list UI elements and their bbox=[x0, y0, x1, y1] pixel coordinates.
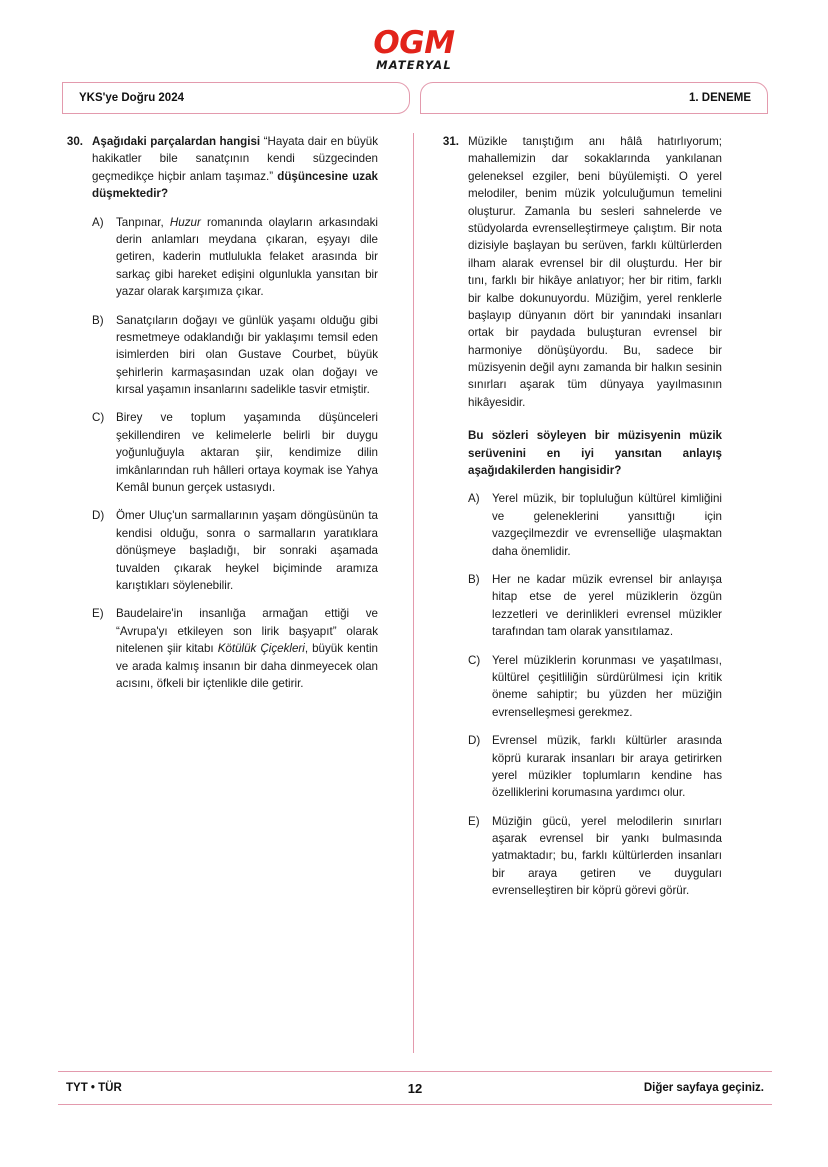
option-30-a-italic: Huzur bbox=[169, 215, 201, 229]
option-31-d[interactable] bbox=[438, 732, 722, 802]
option-30-c[interactable] bbox=[62, 409, 378, 496]
option-30-b[interactable] bbox=[62, 312, 378, 399]
question-30-stem-quote: “Hayata dair en büyük hakikatler bile sanatçının kendi süzgecinden geçmedikçe hiçbir anlam taşımaz.” bbox=[92, 135, 378, 183]
option-30-e[interactable] bbox=[62, 605, 378, 692]
option-31-b-text: Her ne kadar müzik evrensel bir anlayışa hitap etse de yerel müziklerin özgün lezzetleri ve derinlikleri evrensel müzikler tarafından tam olarak yansıtılamaz. bbox=[492, 572, 722, 639]
column-right bbox=[392, 133, 722, 911]
option-30-a[interactable] bbox=[62, 214, 378, 301]
footer-rule-bottom bbox=[58, 1104, 772, 1105]
question-30-options bbox=[62, 214, 378, 693]
option-31-d-letter: D) bbox=[468, 734, 481, 748]
page-footer bbox=[58, 1071, 772, 1105]
logo-secondary-text: MATERYAL bbox=[376, 58, 452, 72]
question-30-stem-bold-tail: düşüncesine uzak düşmektedir? bbox=[92, 169, 379, 201]
option-31-b[interactable] bbox=[438, 571, 722, 641]
question-30-number: 30. bbox=[66, 135, 83, 148]
logo-primary-text: OGM bbox=[373, 25, 455, 61]
question-31-options bbox=[438, 490, 722, 899]
option-30-d-letter: D) bbox=[92, 509, 105, 523]
option-30-b-letter: B) bbox=[92, 313, 104, 327]
column-left bbox=[62, 133, 392, 911]
question-31-prompt: Bu sözleri söyleyen bir müzisyenin müzik serüvenini en iyi yansıtan anlayış aşağıdakilerden hangisidir? bbox=[468, 429, 722, 478]
option-31-c[interactable] bbox=[438, 652, 722, 722]
option-31-b-letter: B) bbox=[468, 572, 480, 586]
option-30-e-text bbox=[116, 605, 378, 692]
question-31-passage-row bbox=[438, 133, 722, 411]
option-31-a-letter: A) bbox=[468, 492, 480, 506]
question-30 bbox=[62, 133, 378, 692]
option-30-a-post: romanında olayların arkasındaki derin anlamları meydana çıkaran, eşyayı dile getiren, kaderin mutlulukla felaket arasında bir sarkaç gibi hareket edişini olgunlukla yansıtan bir yazar olarak karşımıza çıkar. bbox=[116, 215, 378, 299]
option-31-a[interactable] bbox=[438, 490, 722, 560]
footer-content bbox=[58, 1072, 772, 1104]
question-31 bbox=[438, 133, 722, 900]
header-bar bbox=[62, 82, 768, 114]
option-30-d-pre: Ömer Uluç'un sarmallarının yaşam döngüsünün ta kendisi olduğu, sonra o sarmalların yaratıklara dönüşmeye başladığı, bir sonraki aşamada tuvalden çıkarak heykel biçiminde aramıza karıştıkları söylenebilir. bbox=[116, 509, 378, 592]
option-30-d-text bbox=[116, 507, 378, 594]
option-30-e-post: , büyük kentin ve arada kalmış insanın bir daha dinmeyecek olan acısını, öfkeli bir içtenlikle dile getirir. bbox=[116, 642, 379, 690]
option-30-a-letter: A) bbox=[92, 215, 104, 229]
question-30-stem-bold-lead: Aşağıdaki parçalardan hangisi bbox=[92, 135, 261, 148]
option-30-b-text bbox=[116, 312, 378, 399]
option-31-c-text: Yerel müziklerin korunması ve yaşatılması, kültürel çeşitliliğin sürdürülmesi için kritik öneme sahiptir; bu yüzden her müziğin evrenselleşmesi gerekmez. bbox=[492, 653, 722, 719]
header-exam-title: YKS'ye Doğru 2024 bbox=[79, 92, 184, 104]
option-30-d[interactable] bbox=[62, 507, 378, 594]
option-31-e[interactable] bbox=[438, 813, 722, 900]
option-30-e-italic: Kötülük Çiçekleri bbox=[217, 642, 305, 656]
option-31-e-text: Müziğin gücü, yerel melodilerin sınırları aşarak evrensel bir yankı bulmasında yatmaktadır; bu, farklı kültürlerden insanları bir araya getiren ve duyguları evrenselleştiren bir köprü görevi görür. bbox=[492, 814, 722, 898]
footer-subject-label: TYT • TÜR bbox=[66, 1082, 122, 1094]
option-31-e-letter: E) bbox=[468, 814, 480, 828]
content-columns bbox=[62, 133, 768, 911]
header-test-name-box bbox=[420, 82, 768, 114]
option-30-c-text bbox=[116, 409, 378, 496]
option-30-a-pre: Tanpınar, bbox=[116, 215, 170, 229]
brand-logo bbox=[0, 25, 828, 72]
footer-next-page-note: Diğer sayfaya geçiniz. bbox=[643, 1082, 764, 1094]
option-31-a-text: Yerel müzik, bir topluluğun kültürel kimliğini ve geleneklerini yansıttığı için vazgeçilmezdir ve evrenselliğe ulaşmaktan daha önemlidir. bbox=[492, 492, 722, 558]
option-30-a-text bbox=[116, 214, 378, 301]
question-30-stem bbox=[62, 133, 378, 203]
option-31-d-text: Evrensel müzik, farklı kültürler arasında köprü kurarak insanları bir araya getirirken yerel müzikler toplumların kendine has özelliklerini korumasına yardımcı olur. bbox=[492, 734, 722, 800]
option-30-e-pre: Baudelaire'in insanlığa armağan ettiği ve “Avrupa'yı etkileyen son lirik başyapıt” olarak nitelenen şiir kitabı bbox=[116, 607, 378, 656]
header-test-name: 1. DENEME bbox=[689, 92, 751, 104]
question-31-passage: Müzikle tanıştığım anı hâlâ hatırlıyorum; mahallemizin dar sokaklarında yankılanan geleneksel ezgiler, beni büyülemişti. O yerel melodiler, benim müzik yolculuğumun temelini oluşturur. Zamanla bu sesleri sahnelerde ve stüdyolarda evrenselleştirmeye çalıştım. Bir nota dizisiyle başlayan bu serüven, farklı kültürlerden ilham alarak evrensel bir dil oluşturdu. Her bir tını, farklı bir hikâye anlatıyor; her bir ritim, farklı bir kalbe dokunuyordu. Müziğim, yerel renklerle başlayıp dünyanın dört bir yanındaki insanları ortak bir paydada buluşturan evrensel bir harmoniye dönüşüyordu. Bu, sadece bir müzisyenin değil aynı zamanda bir halkın sesinin sınırları aşarak tüm dünyaya yayılmasının hikâyesidir. bbox=[468, 135, 722, 409]
option-30-e-letter: E) bbox=[92, 607, 104, 621]
header-exam-title-box bbox=[62, 82, 410, 114]
question-30-stem-text bbox=[92, 133, 378, 203]
option-30-b-pre: Sanatçıların doğayı ve günlük yaşamı olduğu gibi resmetmeye odaklandığı bir yaklaşımı temsil eden isimlerden biri olan Gustave Courbet, büyük şehirlerin karmaşasından uzak olan doğayı ve kırsal yaşamın insanlarını sadelikle tasvir etmiştir. bbox=[116, 313, 378, 397]
option-30-c-letter: C) bbox=[92, 411, 105, 425]
option-31-c-letter: C) bbox=[468, 653, 481, 667]
option-30-c-pre: Birey ve toplum yaşamında düşünceleri şekillendiren ve kelimelerle belirli bir duygu yoğunluğuyla aktaran şiir, kendimize dilin imkânlarından ruh hâlleri ortaya koymak ise Yahya Kemâl bunun gerçek ustasıydı. bbox=[116, 411, 378, 495]
question-31-number: 31. bbox=[442, 135, 459, 148]
footer-page-number: 12 bbox=[407, 1080, 423, 1096]
